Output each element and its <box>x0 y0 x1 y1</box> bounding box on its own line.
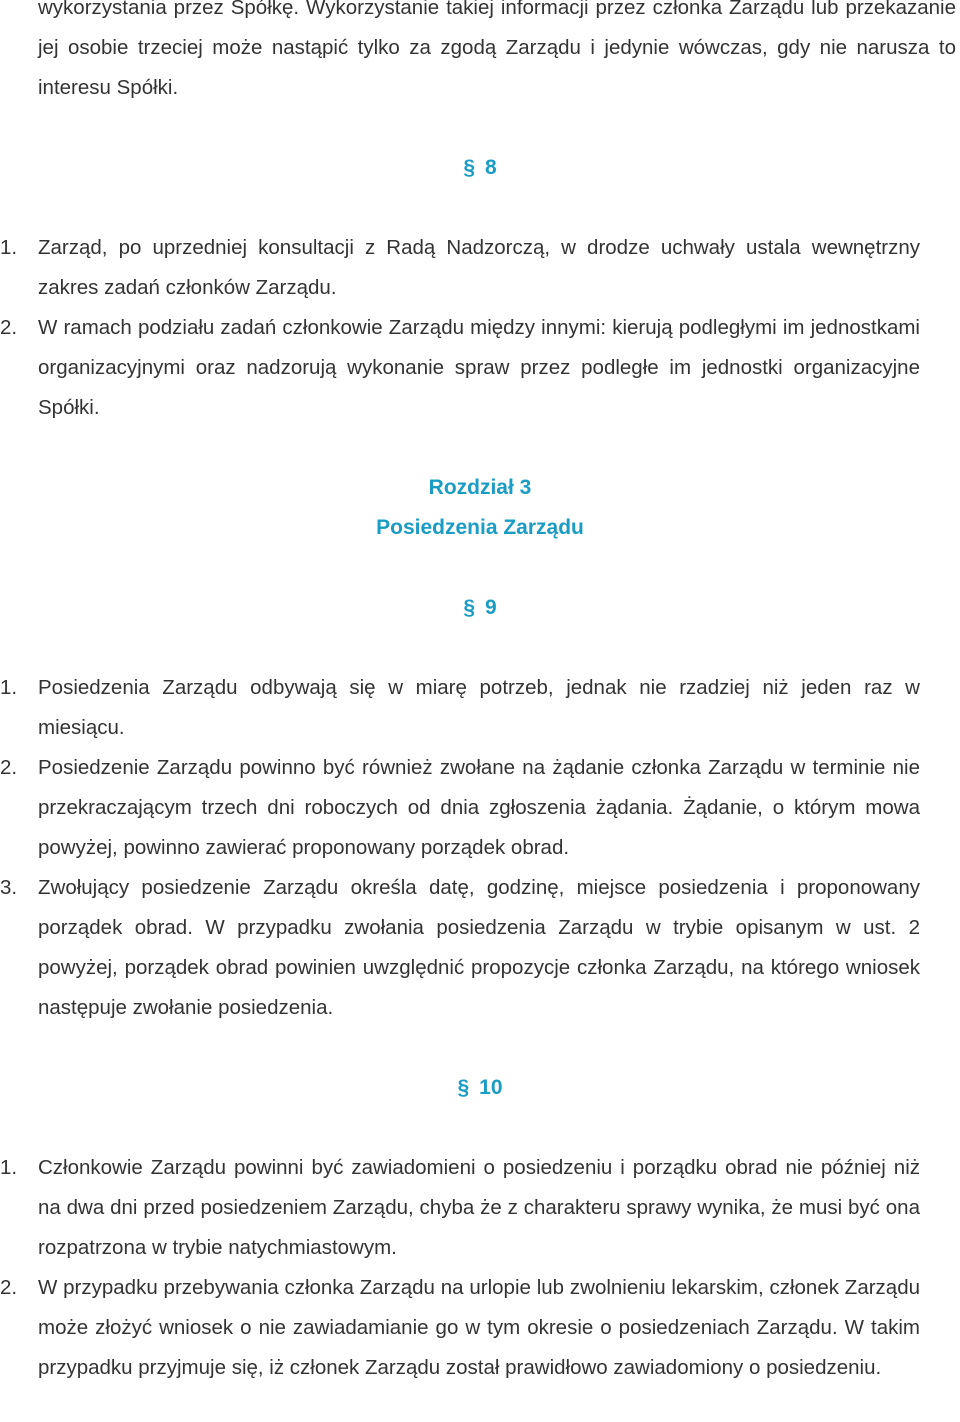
item-text: W ramach podziału zadań członkowie Zarządu między innymi: kierują podległymi im jednostkami organizacyjnymi oraz nadzorują wykonanie spraw przez podległe im jednostki organizacyjne Spółki. <box>38 316 920 419</box>
section-symbol: § <box>457 1076 470 1099</box>
item-number: 1. <box>0 676 18 699</box>
item-text: W przypadku przebywania członka Zarządu na urlopie lub zwolnieniu lekarskim, członek Zarządu może złożyć wniosek o nie zawiadamianie go w tym okresie o posiedzeniach Zarządu. W takim przypadku przyjmuje się, iż członek Zarządu został prawidłowo zawiadomiony o posiedzeniu. <box>38 1276 920 1379</box>
item-text: Członkowie Zarządu powinni być zawiadomieni o posiedzeniu i porządku obrad nie później niż na dwa dni przed posiedzeniem Zarządu, chyba że z charakteru sprawy wynika, że musi być ona rozpatrzona w trybie natychmiastowym. <box>38 1156 920 1259</box>
item-text: Posiedzenia Zarządu odbywają się w miarę potrzeb, jednak nie rzadziej niż jeden raz w miesiącu. <box>38 676 920 739</box>
item-text: Zarząd, po uprzedniej konsultacji z Radą Nadzorczą, w drodze uchwały ustala wewnętrzny zakres zadań członków Zarządu. <box>38 236 920 299</box>
section-number: 8 <box>485 156 497 179</box>
item-number: 2. <box>0 1276 18 1299</box>
section-8-item-1 <box>0 228 920 308</box>
section-8-heading <box>0 148 960 188</box>
item-number: 1. <box>0 1156 18 1179</box>
section-number: 9 <box>485 596 497 619</box>
item-number: 3. <box>0 876 18 899</box>
section-8-item-2 <box>0 308 920 428</box>
item-number: 2. <box>0 316 18 339</box>
section-number: 10 <box>479 1076 503 1099</box>
intro-paragraph <box>38 0 956 108</box>
item-number: 1. <box>0 236 18 259</box>
chapter-label: Rozdział 3 <box>428 476 532 499</box>
item-number: 2. <box>0 756 18 779</box>
chapter-title: Posiedzenia Zarządu <box>376 516 584 539</box>
item-text: Zwołujący posiedzenie Zarządu określa datę, godzinę, miejsce posiedzenia i proponowany porządek obrad. W przypadku zwołania posiedzenia Zarządu w trybie opisanym w ust. 2 powyżej, porządek obrad powinien uwzględnić propozycje członka Zarządu, na którego wniosek następuje zwołanie posiedzenia. <box>38 876 920 1019</box>
section-9-item-3 <box>0 868 920 1028</box>
section-10-heading <box>0 1068 960 1108</box>
section-symbol: § <box>463 596 475 619</box>
section-symbol: § <box>463 156 475 179</box>
item-text: Posiedzenie Zarządu powinno być również zwołane na żądanie członka Zarządu w terminie nie przekraczającym trzech dni roboczych od dnia zgłoszenia żądania. Żądanie, o którym mowa powyżej, powinno zawierać proponowany porządek obrad. <box>38 756 920 859</box>
section-10-item-2 <box>0 1268 920 1388</box>
intro-text: wykorzystania przez Spółkę. Wykorzystanie takiej informacji przez członka Zarządu lub przekazanie jej osobie trzeciej może nastąpić tylko za zgodą Zarządu i jedynie wówczas, gdy nie narusza to interesu Spółki. <box>38 0 956 99</box>
section-9-item-2 <box>0 748 920 868</box>
section-9-item-1 <box>0 668 920 748</box>
section-9-heading <box>0 588 960 628</box>
section-10-item-1 <box>0 1148 920 1268</box>
